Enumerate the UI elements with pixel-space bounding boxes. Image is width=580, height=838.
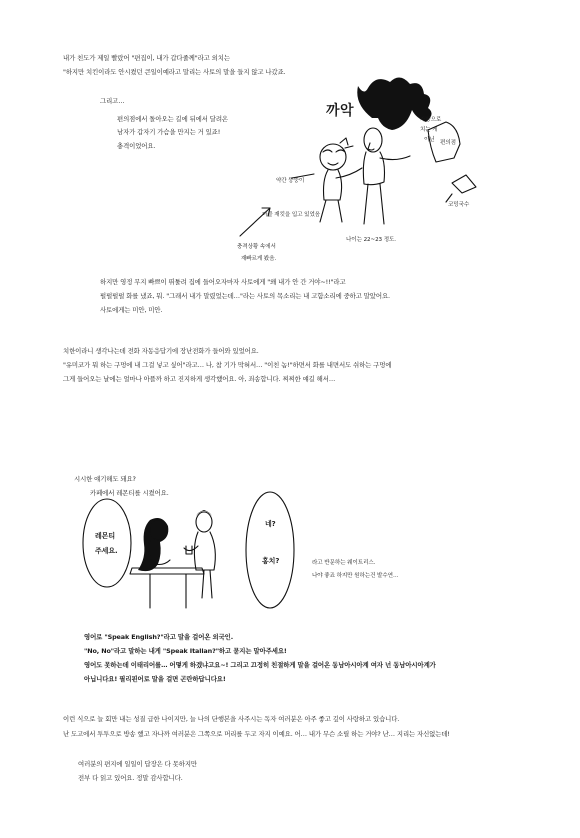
closing-line-2: 전부 다 읽고 있어요. 정말 감사합니다. xyxy=(78,774,183,782)
para2-line-2: "유미코가 뭐 하는 구멍에 내 그걸 넣고 싶어"라고… 나, 참 기가 막혀서… "이친 놈!"하면서 화를 내면서도 쉬하는 구멍에 xyxy=(63,361,392,369)
scene1-narration-3: 남자가 갑자기 가슴을 만지는 거 있죠! xyxy=(117,128,221,136)
label-criminal: 약간 뚱뚱이 xyxy=(276,178,305,184)
sfx-scream: 까악 xyxy=(326,103,355,119)
scene1-noodle-icon xyxy=(452,175,476,193)
label-hit-3: 이닌 xyxy=(424,137,435,143)
label-clothes: 더블 재킷을 입고 있었음 xyxy=(262,212,321,218)
label-hit-1: 가방으로 xyxy=(420,117,442,123)
bubble-left-line-1: 레몬티 xyxy=(95,532,115,540)
para3-line-1: 영어로 "Speak English?"라고 말을 걸어온 외국인. xyxy=(84,633,234,641)
cafe-intro-2: 카페에서 레몬티를 시켰어요. xyxy=(90,489,169,497)
label-shock-2: 재빠르게 봤음. xyxy=(241,256,277,262)
bubble-left-line-2: 주세요. xyxy=(95,547,118,555)
para1-line-1: 하지만 영정 무지 빠쁘이 뛰툴려 집에 들어오자마자 사토에게 "왜 내가 안 간 거야~!!"라고 xyxy=(100,278,346,286)
para3-line-4: 아닙니다요! 필리핀어로 말을 걸면 곤란하답니다요! xyxy=(84,675,226,683)
cafe-table xyxy=(130,546,204,608)
scene1-narration-4: 충격이었어요. xyxy=(117,142,156,150)
opening-line-1: 내가 친도가 제일 빨랐어 "편집이, 내가 갑다줄께"라고 외치는 xyxy=(63,54,230,62)
para3-line-2: "No, No"라고 말하는 내게 "Speak Itallan?"하고 묻지는 말아주세요! xyxy=(84,647,287,655)
para4-line-2: 난 도고에서 투투으로 방송 했고 자나까 여러분은 그쪽으로 머리를 두고 자지 이예요. 어… 내가 무슨 소릴 하는 거야? 난… 지리는 자신없는데! xyxy=(63,730,450,738)
bubble-right-1: 네? xyxy=(265,520,276,528)
para2-line-3: 그게 들어오는 날에는 얼마나 아플까 하고 진지하게 생각했어요. 아, 죄송합니다. 찌찌한 얘길 해서… xyxy=(63,375,336,383)
label-age: 나이는 22~23 정도. xyxy=(346,237,396,243)
para1-line-2: 펄펄펄펄 화를 냈죠, 뭐. "그래서 내가 말렸었는데…"라는 사토의 목소리는 내 고함소리에 중하고 말았어요. xyxy=(100,292,390,300)
cafe-side-1: 라고 반문하는 웨이트리스. xyxy=(312,560,376,566)
label-shock-1: 충격상황 속에서 xyxy=(237,244,276,250)
para4-line-1: 이런 식으로 늘 회만 내는 성질 급한 나이지만, 늘 나의 단행본을 사주시는 독자 여러분은 아주 좋고 깊이 사랑하고 있습니다. xyxy=(63,715,400,723)
label-hit-2: 치는 게 xyxy=(420,127,438,133)
scene1-woman-figure xyxy=(357,77,431,224)
label-noodles: 코밍국수 xyxy=(448,202,470,208)
bubble-right-2: 홍치? xyxy=(262,557,280,565)
opening-line-2: "하지만 치킨이라도 안시켰던 큰일이예라고 말리는 사토의 말을 들지 않고 나갔죠. xyxy=(63,68,286,76)
scene1-man-figure xyxy=(320,138,362,222)
cafe-side-2: 나야 좋죠 하지만 원하는건 발수연… xyxy=(312,573,399,579)
cafe-customer-figure xyxy=(138,518,170,571)
para2-line-1: 치한이라니 생각나는데 전화 자동응답기에 장난전화가 들어와 있었어요. xyxy=(63,347,259,355)
para1-line-3: 사토에게는 미안, 미안. xyxy=(100,306,163,314)
scene1-narration-1: 그리고… xyxy=(100,97,125,105)
scene1-narration-2: 편의점에서 돌아오는 길에 뒤에서 달려온 xyxy=(117,115,228,123)
para3-line-3: 영어도 못하는데 이태리어를… 어떻게 하겠냐고요~! 그리고 끄정히 친절하게 말을 걸어온 동남아시아계 여자 넌 동남아시아계가 xyxy=(84,661,436,669)
cafe-intro-1: 시시한 얘기해도 돼요? xyxy=(74,475,136,483)
closing-line-1: 여러분의 편지에 일일이 답장은 다 못하지만 xyxy=(78,760,197,768)
cafe-bubble-right xyxy=(246,492,294,608)
label-bag: 편의점 xyxy=(440,140,456,146)
